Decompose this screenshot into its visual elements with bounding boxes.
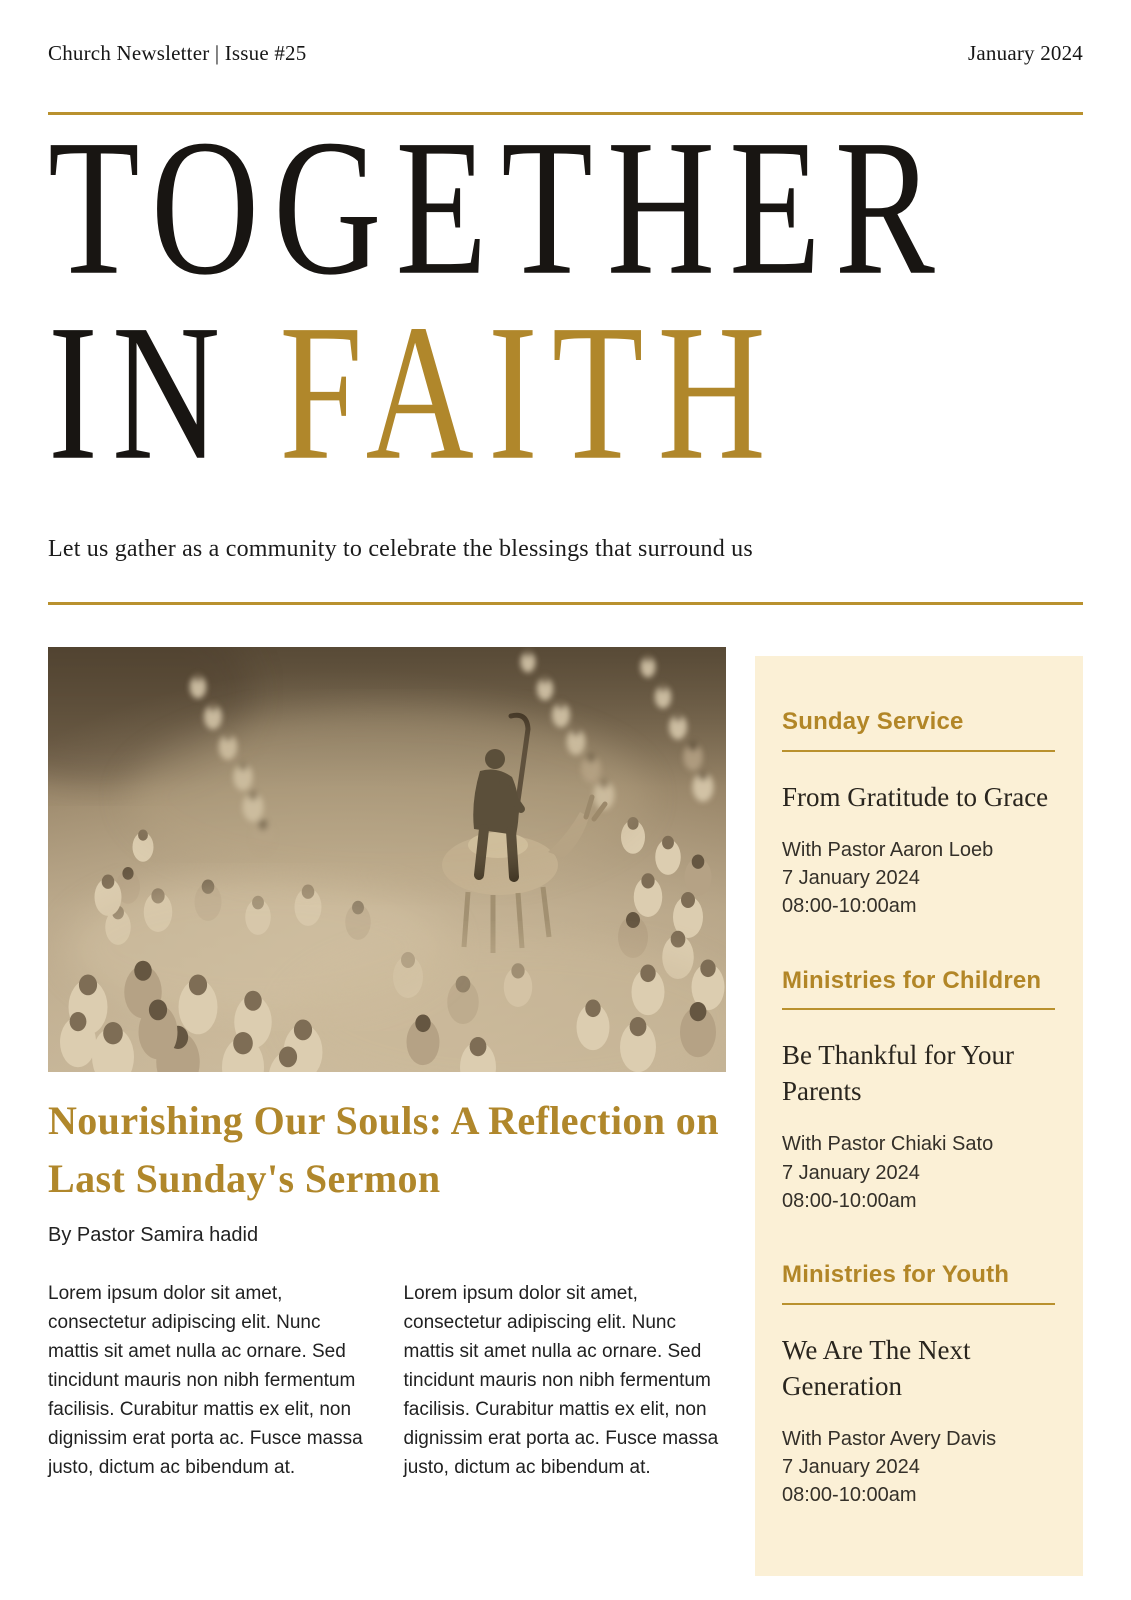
event-presenter: With Pastor Avery Davis — [782, 1427, 997, 1450]
masthead — [48, 100, 1083, 505]
main-column — [48, 647, 726, 1576]
sidebar-section-rule — [782, 750, 1055, 752]
article-body — [48, 1279, 726, 1482]
event-time: 08:00-10:00am — [782, 1189, 917, 1212]
sidebar-section-ministries-children — [782, 967, 1055, 1216]
sidebar-section-rule — [782, 1008, 1055, 1010]
sidebar-section-heading: Ministries for Children — [782, 966, 1042, 994]
sidebar-event-details — [782, 1425, 1055, 1510]
article-body-column-2: Lorem ipsum dolor sit amet, consectetur adipiscing elit. Nunc mattis sit amet nulla ac ornare. Sed tincidunt mauris non nibh fermentum facilisis. Curabitur mattis ex elit, non dignissim erat porta ac. Fusce massa justo, dictum ac bibendum at. — [403, 1283, 719, 1479]
sidebar-section-heading: Sunday Service — [782, 708, 964, 736]
content-area — [48, 647, 1083, 1576]
sidebar-section-ministries-youth — [782, 1261, 1055, 1510]
masthead-line-2 — [48, 285, 1083, 505]
sidebar-event-title: From Gratitude to Grace — [782, 781, 1049, 812]
top-meta-bar — [48, 0, 1083, 66]
masthead-word-together: TOGETHER — [48, 100, 949, 316]
sidebar-event-title: Be Thankful for Your Parents — [782, 1040, 1014, 1107]
event-date: 7 January 2024 — [782, 1456, 920, 1479]
date-label: January 2024 — [968, 41, 1083, 65]
shepherd-flock-photo — [48, 647, 726, 1072]
sidebar-event-details — [782, 836, 1055, 921]
sidebar-section-heading: Ministries for Youth — [782, 1261, 1010, 1289]
masthead-word-faith: FAITH — [279, 285, 780, 501]
sidebar-panel — [755, 656, 1083, 1576]
article-body-column-1: Lorem ipsum dolor sit amet, consectetur adipiscing elit. Nunc mattis sit amet nulla ac ornare. Sed tincidunt mauris non nibh fermentum facilisis. Curabitur mattis ex elit, non dignissim erat porta ac. Fusce massa justo, dictum ac bibendum at. — [48, 1283, 363, 1479]
event-date: 7 January 2024 — [782, 866, 920, 889]
shepherd-flock-photo-art — [48, 647, 726, 1072]
sidebar-section-rule — [782, 1303, 1055, 1305]
article-title: Nourishing Our Souls: A Reflection on Last Sunday's Sermon — [48, 1098, 719, 1202]
event-presenter: With Pastor Aaron Loeb — [782, 838, 994, 861]
sub-divider-rule — [48, 602, 1083, 605]
event-date: 7 January 2024 — [782, 1161, 920, 1184]
article-byline: By Pastor Samira hadid — [48, 1224, 259, 1247]
tagline: Let us gather as a community to celebrate the blessings that surround us — [48, 536, 753, 563]
sidebar-event-title: We Are The Next Generation — [782, 1334, 971, 1401]
issue-label: Church Newsletter | Issue #25 — [48, 41, 307, 65]
sidebar-column — [755, 656, 1083, 1576]
sidebar-event-details — [782, 1130, 1055, 1215]
masthead-word-in: IN — [48, 285, 235, 501]
sidebar-section-sunday-service — [782, 708, 1055, 921]
event-presenter: With Pastor Chiaki Sato — [782, 1133, 994, 1156]
event-time: 08:00-10:00am — [782, 895, 917, 918]
event-time: 08:00-10:00am — [782, 1484, 917, 1507]
